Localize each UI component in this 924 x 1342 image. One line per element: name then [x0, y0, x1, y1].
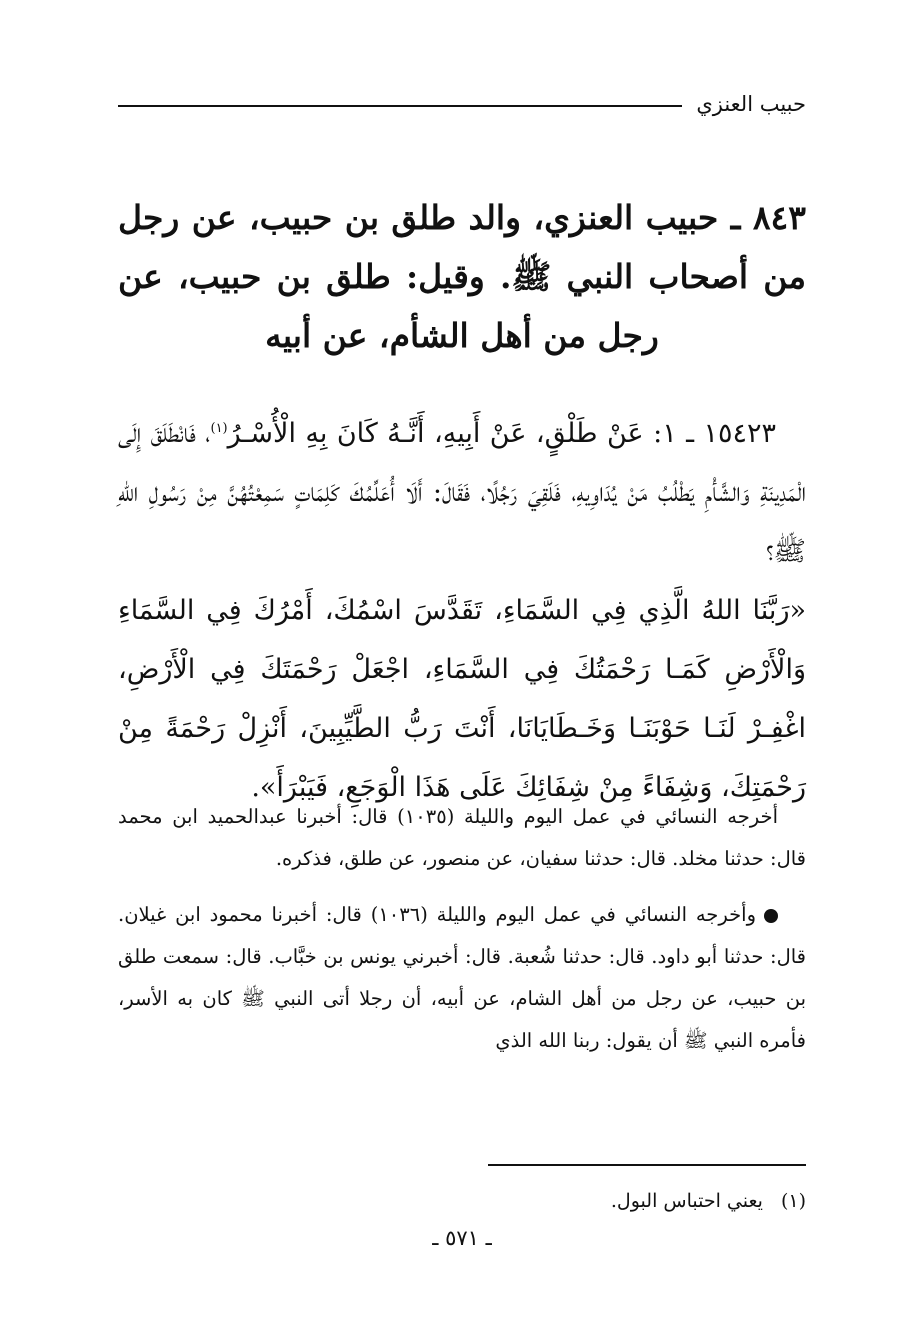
footnote-number: (١): [780, 1190, 806, 1212]
footnote: [118, 1186, 806, 1216]
footnote-text: يعني احتباس البول.: [610, 1190, 763, 1212]
hadith-intro: ١٥٤٢٣ ـ ١: عَنْ طَلْقٍ، عَنْ أَبِيهِ، أَنَّـهُ كَانَ بِهِ الْأُسْـرُ: [227, 418, 776, 449]
hadith-quote: «رَبَّنَا اللهُ الَّذِي فِي السَّمَاءِ، تَقَدَّسَ اسْمُكَ، أَمْرُكَ فِي السَّمَاءِ وَالْأَرْضِ كَمَـا رَحْمَتُكَ فِي السَّمَاءِ، اجْعَلْ رَحْمَتَكَ فِي الْأَرْضِ، اغْفِـرْ لَنَـا حَوْبَنَـا وَخَـطَايَانَا، أَنْتَ رَبُّ الطَّيِّبِينَ، أَنْزِلْ رَحْمَةً مِنْ رَحْمَتِكَ، وَشِفَاءً مِنْ شِفَائِكَ عَلَى هَذَا الْوَجَعِ، فَيَبْرَأَ».: [118, 595, 806, 803]
header-rule: [118, 105, 682, 107]
page-number: ـ ٥٧١ ـ: [432, 1226, 492, 1250]
footnote-reference: (١): [210, 421, 228, 436]
hadith-continuation: ، فَانْطَلَقَ إِلَى الْمَدِينَةِ وَالشَّأْمِ يَطْلُبُ مَنْ يُدَاوِيهِ، فَلَقِيَ رَجُلًا، فَقَالَ: أَلَا أُعَلِّمُكَ كَلِمَاتٍ سَمِعْتُهُنَّ مِنْ رَسُولِ اللهِ ﷺ؟: [118, 418, 806, 567]
footnote-divider: [488, 1164, 806, 1166]
hadith-intro-paragraph: [118, 404, 806, 581]
takhrij-section: [118, 796, 806, 1062]
hadith-text: [118, 404, 806, 817]
takhrij-paragraph-2-text: وأخرجه النسائي في عمل اليوم والليلة (١٠٣٦) قال: أخبرنا محمود ابن غيلان. قال: حدثنا أبو داود. قال: حدثنا شُعبة. قال: أخبرني يونس بن خبَّاب. قال: سمعت طلق بن حبيب، عن رجل من أهل الشام، عن أبيه، أن رجلا أتى النبي ﷺ كان به الأسر، فأمره النبي ﷺ أن يقول: ربنا الله الذي: [118, 903, 806, 1052]
bullet-icon: [764, 909, 778, 923]
running-header: [118, 84, 806, 124]
running-title: حبيب العنزي: [696, 92, 806, 116]
entry-heading: ٨٤٣ ـ حبيب العنزي، والد طلق بن حبيب، عن رجل من أصحاب النبي ﷺ. وقيل: طلق بن حبيب، عن رجل من أهل الشأم، عن أبيه: [118, 198, 806, 355]
takhrij-paragraph-2: [118, 894, 806, 1062]
takhrij-paragraph-1: أخرجه النسائي في عمل اليوم والليلة (١٠٣٥) قال: أخبرنا عبدالحميد ابن محمد قال: حدثنا مخلد. قال: حدثنا سفيان، عن منصور، عن طلق، فذكره.: [118, 805, 806, 870]
